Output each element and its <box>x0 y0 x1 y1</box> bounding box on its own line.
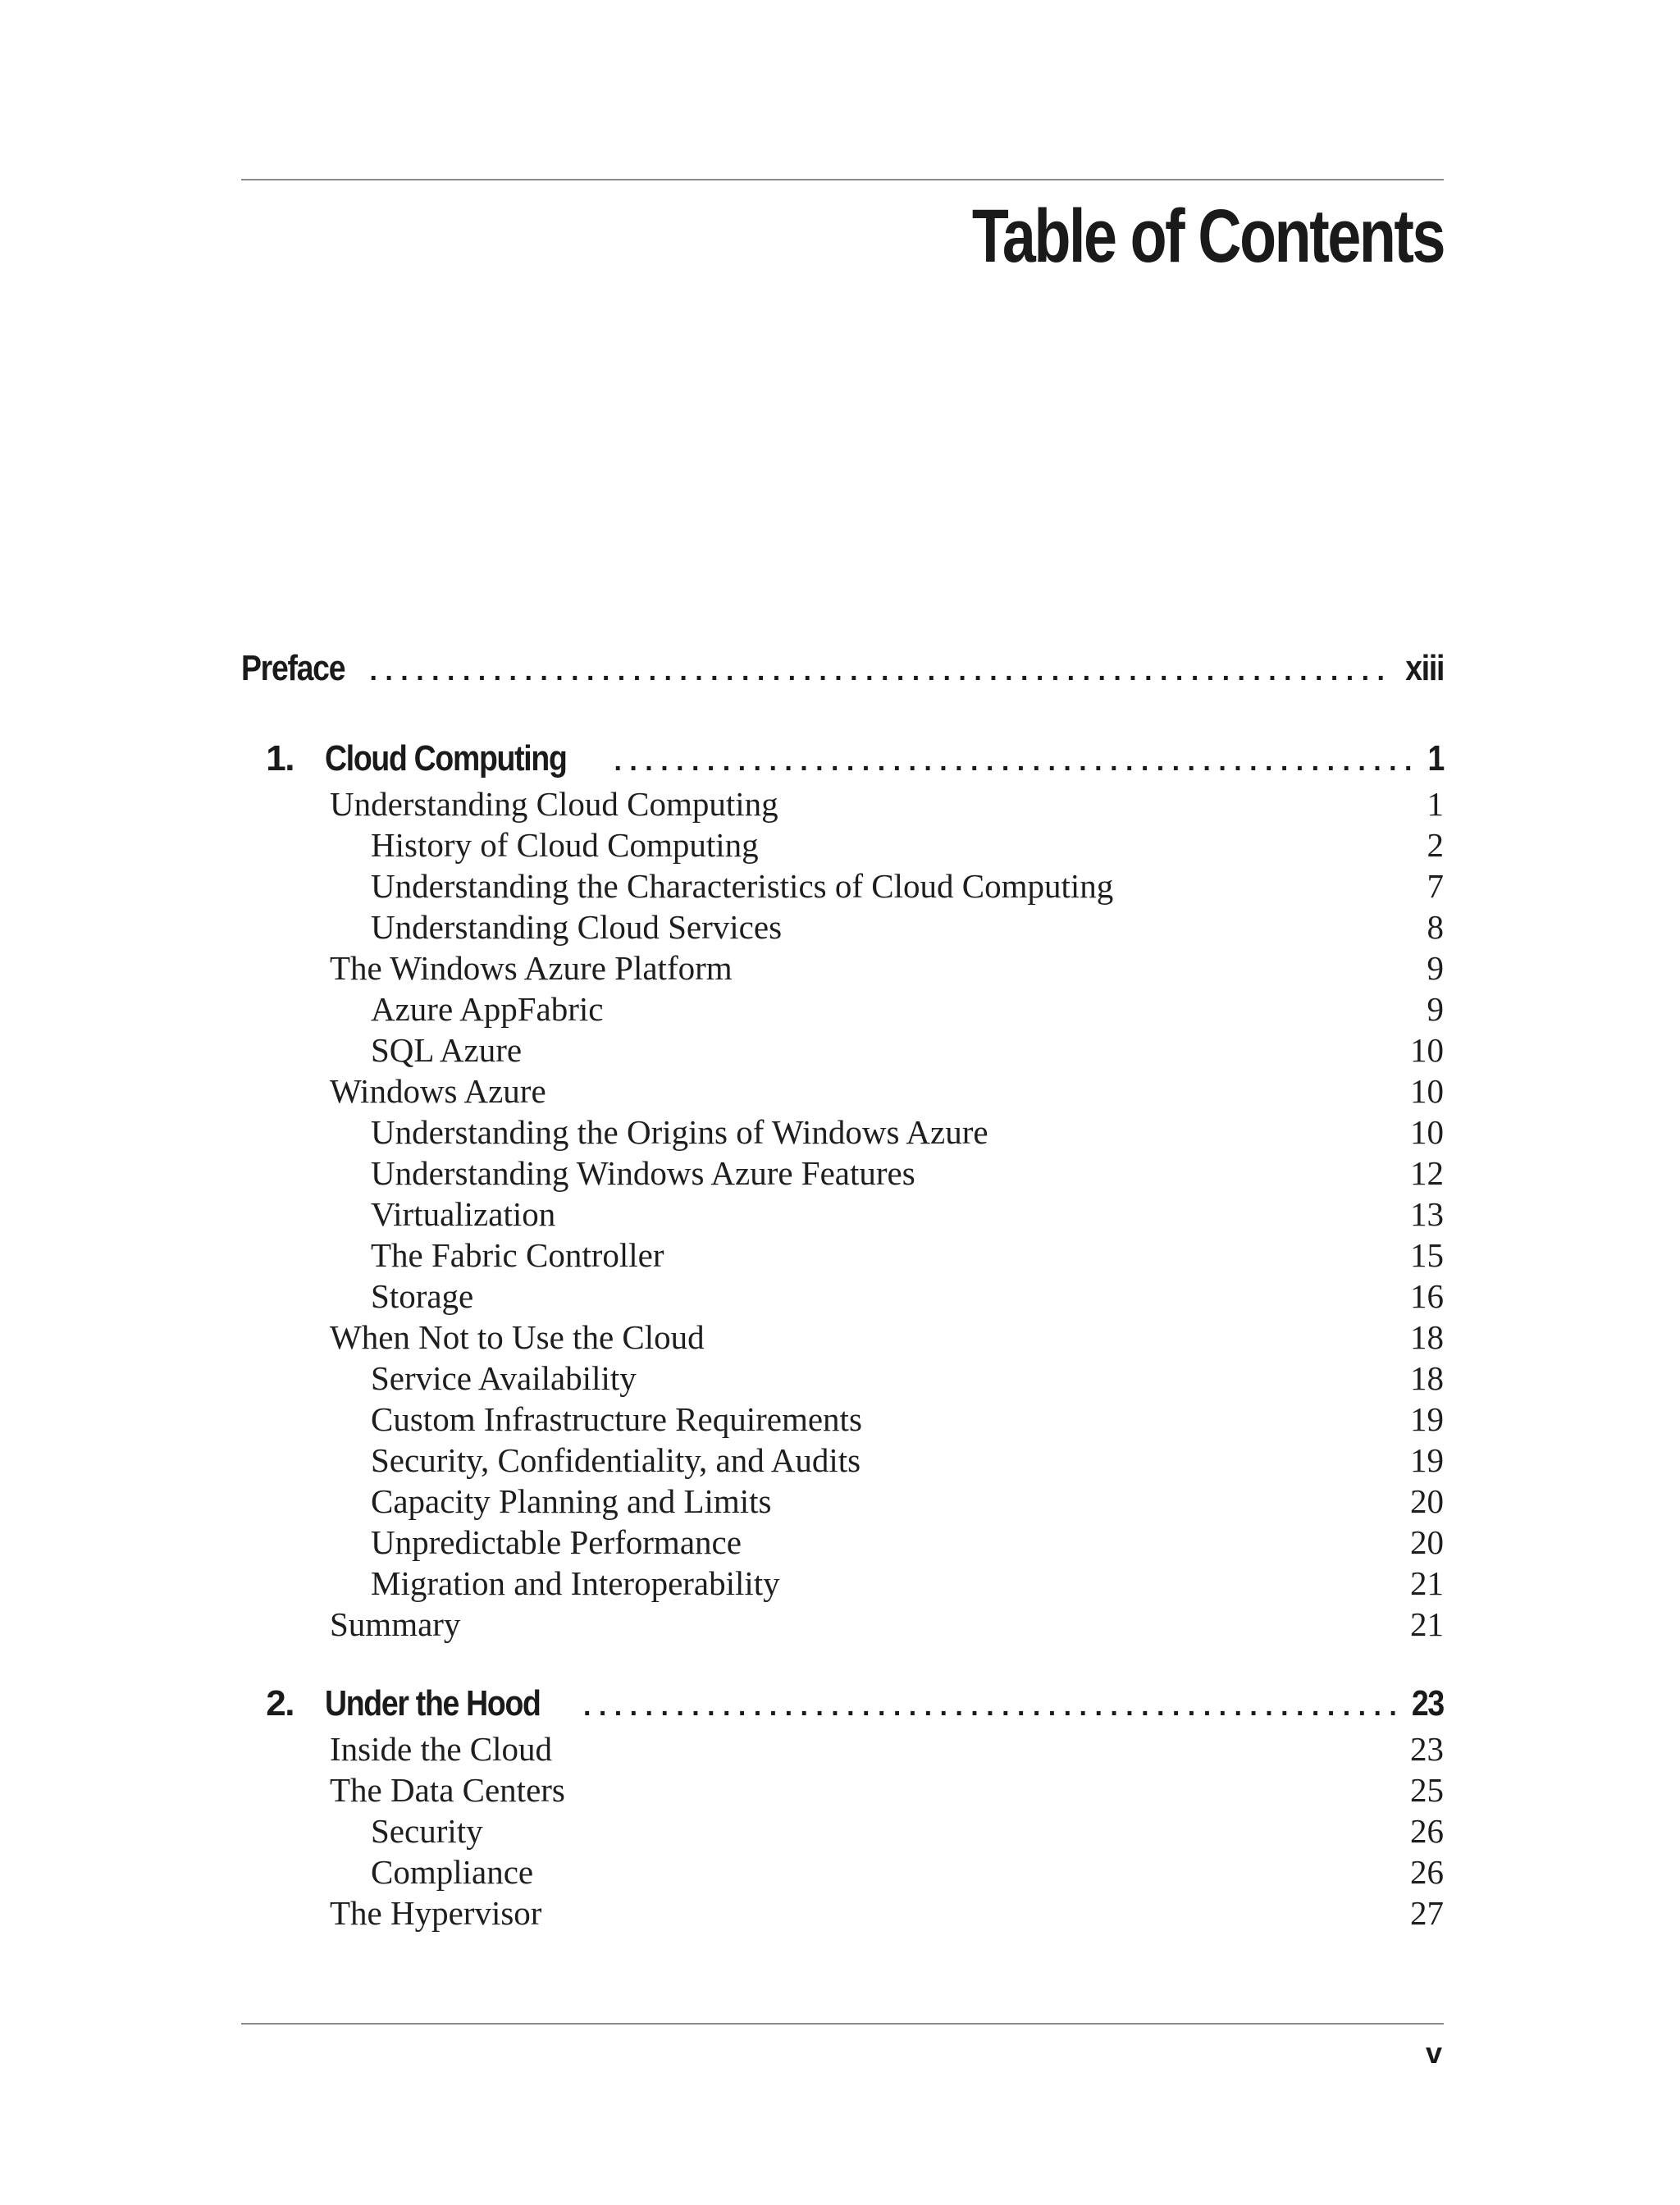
section-page: 26 <box>1410 1812 1444 1850</box>
top-rule <box>241 179 1444 180</box>
page-number: v <box>1425 2036 1442 2070</box>
toc-subsection[interactable] <box>241 989 1444 1029</box>
toc-subsection[interactable] <box>241 1112 1444 1152</box>
bottom-rule <box>241 2023 1444 2025</box>
section-page: 15 <box>1410 1236 1444 1274</box>
toc-chapter-2[interactable] <box>241 1683 1444 1724</box>
section-label: Unpredictable Performance <box>371 1523 742 1561</box>
section-label: Migration and Interoperability <box>371 1564 780 1602</box>
section-label: SQL Azure <box>371 1031 523 1069</box>
section-label: Summary <box>330 1605 461 1643</box>
section-page: 9 <box>1427 990 1444 1028</box>
section-page: 10 <box>1410 1031 1444 1069</box>
section-label: Understanding Cloud Computing <box>330 785 778 823</box>
section-label: Azure AppFabric <box>371 990 604 1028</box>
toc-section[interactable] <box>241 1317 1444 1357</box>
section-label: Service Availability <box>371 1359 637 1397</box>
section-label: The Data Centers <box>330 1771 565 1809</box>
toc-subsection[interactable] <box>241 1399 1444 1439</box>
toc-subsection[interactable] <box>241 907 1444 947</box>
section-label: Understanding Cloud Services <box>371 908 783 946</box>
toc-preface-page: xiii <box>1405 648 1444 688</box>
toc-subsection[interactable] <box>241 1153 1444 1193</box>
toc-subsection[interactable] <box>241 1030 1444 1070</box>
section-label: Storage <box>371 1277 474 1315</box>
section-label: Security <box>371 1812 483 1850</box>
section-page: 8 <box>1427 908 1444 946</box>
toc-subsection[interactable] <box>241 1194 1444 1234</box>
section-page: 20 <box>1410 1482 1444 1520</box>
section-page: 16 <box>1410 1277 1444 1315</box>
page-title: Table of Contents <box>971 194 1444 278</box>
toc-section[interactable] <box>241 1605 1444 1644</box>
section-label: Windows Azure <box>330 1072 546 1110</box>
section-page: 19 <box>1410 1441 1444 1479</box>
section-page: 23 <box>1410 1730 1444 1768</box>
toc-subsection[interactable] <box>241 825 1444 865</box>
toc-subsection[interactable] <box>241 1522 1444 1562</box>
section-page: 7 <box>1427 867 1444 905</box>
section-label: The Windows Azure Platform <box>330 949 733 987</box>
dot-leader <box>614 746 1418 778</box>
chapter-number: 1. <box>266 738 294 778</box>
section-page: 2 <box>1427 826 1444 864</box>
section-label: Understanding the Characteristics of Cloud Computing <box>371 867 1114 905</box>
section-label: Capacity Planning and Limits <box>371 1482 772 1520</box>
section-page: 12 <box>1410 1154 1444 1192</box>
toc-subsection[interactable] <box>241 1235 1444 1275</box>
toc-subsection[interactable] <box>241 1811 1444 1851</box>
section-page: 21 <box>1410 1605 1444 1643</box>
section-label: Understanding Windows Azure Features <box>371 1154 915 1192</box>
section-page: 13 <box>1410 1195 1444 1233</box>
toc-section[interactable] <box>241 784 1444 824</box>
dot-leader <box>583 1691 1403 1723</box>
chapter-number: 2. <box>266 1683 294 1723</box>
section-page: 18 <box>1410 1318 1444 1356</box>
toc-section[interactable] <box>241 948 1444 988</box>
toc-subsection[interactable] <box>241 1564 1444 1603</box>
toc-section[interactable] <box>241 1770 1444 1810</box>
section-label: Understanding the Origins of Windows Azure <box>371 1113 988 1151</box>
section-page: 9 <box>1427 949 1444 987</box>
section-page: 10 <box>1410 1072 1444 1110</box>
chapter-page: 23 <box>1411 1683 1444 1723</box>
section-page: 20 <box>1410 1523 1444 1561</box>
toc-subsection[interactable] <box>241 1481 1444 1521</box>
toc-chapter-1[interactable] <box>241 738 1444 779</box>
section-label: Inside the Cloud <box>330 1730 553 1768</box>
section-label: When Not to Use the Cloud <box>330 1318 705 1356</box>
toc-section[interactable] <box>241 1893 1444 1933</box>
section-label: Compliance <box>371 1853 534 1891</box>
toc-entry-preface[interactable] <box>241 648 1444 689</box>
chapter-page: 1 <box>1427 738 1444 778</box>
section-page: 1 <box>1427 785 1444 823</box>
toc-subsection[interactable] <box>241 1852 1444 1892</box>
toc-section[interactable] <box>241 1729 1444 1769</box>
toc-subsection[interactable] <box>241 866 1444 906</box>
dot-leader <box>370 655 1390 687</box>
section-page: 26 <box>1410 1853 1444 1891</box>
chapter-title: Under the Hood <box>325 1683 541 1723</box>
section-label: History of Cloud Computing <box>371 826 759 864</box>
toc-preface-label: Preface <box>241 648 345 688</box>
section-page: 18 <box>1410 1359 1444 1397</box>
section-label: The Fabric Controller <box>371 1236 664 1274</box>
section-page: 19 <box>1410 1400 1444 1438</box>
toc-subsection[interactable] <box>241 1358 1444 1398</box>
section-label: The Hypervisor <box>330 1894 542 1932</box>
toc-section[interactable] <box>241 1071 1444 1111</box>
toc-subsection[interactable] <box>241 1440 1444 1480</box>
section-page: 25 <box>1410 1771 1444 1809</box>
section-label: Custom Infrastructure Requirements <box>371 1400 862 1438</box>
section-page: 27 <box>1410 1894 1444 1932</box>
section-page: 10 <box>1410 1113 1444 1151</box>
section-label: Virtualization <box>371 1195 556 1233</box>
section-label: Security, Confidentiality, and Audits <box>371 1441 861 1479</box>
section-page: 21 <box>1410 1564 1444 1602</box>
toc-subsection[interactable] <box>241 1276 1444 1316</box>
chapter-title: Cloud Computing <box>325 738 567 778</box>
